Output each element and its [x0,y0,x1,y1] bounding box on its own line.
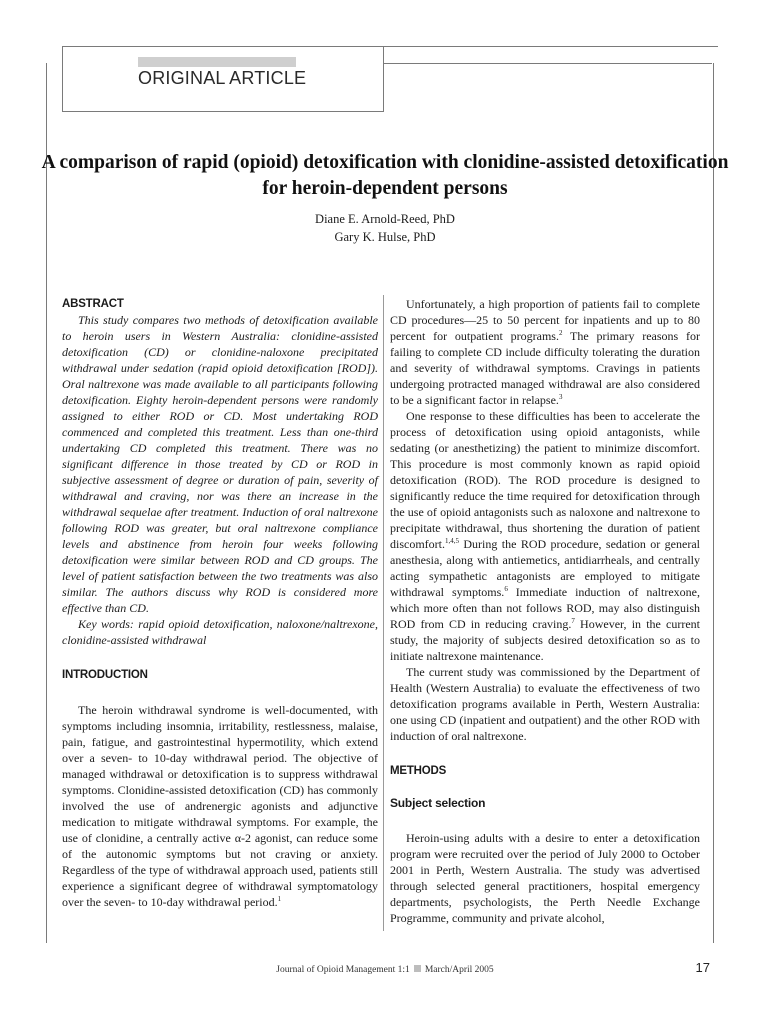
citation-ref: 3 [558,393,563,401]
methods-heading: METHODS [390,765,447,777]
methods-paragraph: Heroin-using adults with a desire to enter a detoxification program were recruited over the period of July 2000 to October 2001 in Perth, Western Australia. The study was advertised through selected general practitioners, hospital emergency departments, psychologists, the Perth Needle Exchange Programme, community and private alcohol, [390,831,700,925]
introduction-paragraph: The heroin withdrawal syndrome is well-documented, with symptoms including insomnia, irritability, restlessness, malaise, pain, fatigue, and gastrointestinal hypermotility, which extend over a seven- to 10-day withdrawal period. The objective of managed withdrawal or detoxification is to suppress withdrawal symptoms. Clonidine-assisted detoxification (CD) has commonly involved the use of andrenergic agonists and adjunctive medication to mitigate withdrawal symptoms. For example, the use of clonidine, a centrally active α-2 agonist, can reduce some of the autonomic symptoms but not craving or anxiety. Regardless of the type of withdrawal approach used, patients still experience a significant degree of withdrawal symptomatology over the seven- to 10-day withdrawal period.$^1$ [62,703,378,909]
right-paragraph-1: Unfortunately, a high proportion of patients fail to complete CD procedures—25 to 50 percent for inpatients and up to 80 percent for outpatient programs.$^2$ The primary reasons for failing to complete CD include difficulty tolerating the duration and severity of withdrawal symptoms. Cravings in patients undergoing protracted managed withdrawal are also considered to be a significant factor in relapse.$^3$ [390,297,700,407]
header-bar [138,57,296,67]
abstract-body: This study compares two methods of detoxification available to heroin users in Western Australia: clonidine-assisted detoxification (CD) or clonidine-naloxone precipitated withdrawal under sedation (rapid opioid detoxification [ROD]). Oral naltrexone was made available to all participants following detoxification. Eighty heroin-dependent persons were randomly assigned to either ROD or CD. Most undertaking ROD commenced and completed this treatment. Less than one-third undertaking CD completed this treatment. There was no significant difference in those treated by CD or ROD in subjective assessment of degree or duration of pain, severity of withdrawal and craving, nor was there an increase in the withdrawal sequelae after treatment. Induction of oral naltrexone following ROD was greater, but oral naltrexone compliance levels and abstinence from heroin four weeks following detoxification were similar between ROD and CD groups. The level of patient satisfaction between the two treatments was also similar. The authors discuss why ROD is considered more effective than CD. [62,313,378,615]
citation-ref: 1 [277,895,282,903]
abstract-heading: ABSTRACT [62,298,124,310]
column-divider [383,295,384,931]
abstract-keywords: Key words: rapid opioid detoxification, naloxone/naltrexone, clonidine-assisted withdrawal [62,617,378,647]
subject-selection-heading: Subject selection [390,796,486,810]
citation-ref: 6 [504,585,508,593]
author-2: Gary K. Hulse, PhD [334,230,436,244]
citation-ref: 2 [558,329,563,337]
article-title: A comparison of rapid (opioid) detoxification with clonidine-assisted detoxification for heroin-dependent persons [41,152,729,199]
page-number: 17 [695,960,710,975]
right-paragraph-3: The current study was commissioned by the Department of Health (Western Australia) to evaluate the effectiveness of two detoxification programs available in Perth, Western Australia: one using CD (inpatient and outpatient) and the other ROD with induction of oral naltrexone. [390,665,700,743]
frame-top-right [383,63,712,64]
introduction-heading: INTRODUCTION [62,669,148,681]
separator-square-icon [414,965,421,972]
footer [0,965,770,975]
journal-name: Journal of Opioid Management 1:1 [276,965,410,975]
right-paragraph-2: One response to these difficulties has been to accelerate the process of detoxification using opioid antagonists, while sedating (or anesthetizing) the patient to minimize discomfort. This procedure is most commonly known as rapid opioid detoxification (ROD). The ROD procedure is designed to significantly reduce the time required for detoxification through the use of opioid antagonists such as naloxone and naltrexone to precipitate withdrawal, thus shortening the duration of patient discomfort.$^{1,4,5}$ During the ROD procedure, sedation or general anesthesia, along with antiemetics, antidiarrheals, and centrally acting sympathetic antagonists are employed to mitigate withdrawal symptoms.$^6$ Immediate induction of naltrexone, which more often than not follows ROD, may also distinguish ROD from CD in reducing craving.$^7$ However, in the current study, the majority of subjects desired detoxification so as to initiate naltrexone maintenance. [390,409,701,663]
left-column [62,296,378,910]
citation-ref: 7 [571,617,575,625]
article-type-label: ORIGINAL ARTICLE [138,68,307,88]
author-1: Diane E. Arnold-Reed, PhD [315,212,455,226]
citation-ref: 1,4,5 [445,537,459,545]
issue-date: March/April 2005 [424,965,494,975]
right-column [390,296,700,926]
